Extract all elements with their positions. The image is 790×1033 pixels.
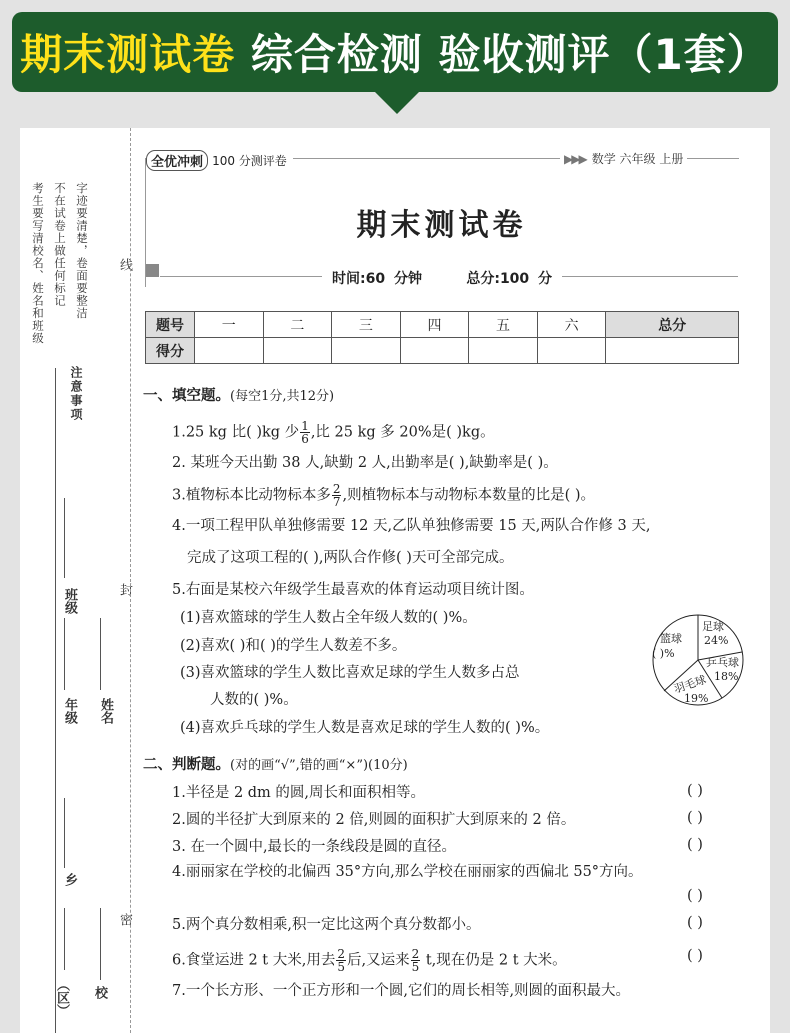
field-class-line <box>64 498 65 578</box>
s2-q6-part3: t,现在仍是 2 t 大米。 <box>421 952 567 969</box>
header-subject <box>560 150 687 167</box>
header-brand <box>146 150 293 171</box>
s2-q6-answer[interactable]: ( ) <box>687 948 703 964</box>
brand-suffix: 100 分测评卷 <box>212 154 287 168</box>
denominator: 5 <box>411 960 420 974</box>
s1-q2: 2. 某班今天出勤 38 人,缺勤 2 人,出勤率是( ),缺勤率是( )。 <box>172 455 558 471</box>
s2-q3-answer[interactable]: ( ) <box>687 837 703 853</box>
denominator: 5 <box>337 960 345 974</box>
square-bullet-icon <box>146 264 159 277</box>
numerator: 2 <box>411 947 420 961</box>
pie-value-pingpong: 18% <box>714 670 739 683</box>
score-table <box>145 311 739 364</box>
field-class-label: 班级 <box>62 588 77 614</box>
s2-q7: 7.一个长方形、一个正方形和一个圆,它们的周长相等,则圆的面积最大。 <box>172 983 631 999</box>
field-district-line <box>64 908 65 970</box>
numerator: 1 <box>301 419 309 433</box>
score-cell[interactable] <box>195 338 264 364</box>
score-cell[interactable] <box>263 338 332 364</box>
field-township-label: 乡 <box>62 873 77 886</box>
score-table-score-row <box>146 338 739 364</box>
fraction <box>411 948 421 973</box>
pie-value-football: 24% <box>704 634 729 647</box>
header-rule-right <box>560 276 738 277</box>
section1-note: (每空1分,共12分) <box>230 389 335 404</box>
subject-text: 数学 六年级 上册 <box>591 152 684 166</box>
section2-title <box>143 753 408 774</box>
field-name-label: 姓名 <box>98 698 113 724</box>
brand-logo <box>146 150 208 171</box>
binding-rule <box>55 368 56 1033</box>
s1-q1 <box>172 420 495 445</box>
seal-mark-seal: 封 <box>117 583 132 596</box>
s2-q2-answer[interactable]: ( ) <box>687 810 703 826</box>
score-cell[interactable] <box>469 338 538 364</box>
s1-q5-1: (1)喜欢篮球的学生人数占全年级人数的( )%。 <box>180 610 477 626</box>
fraction <box>332 483 342 508</box>
score-cell[interactable] <box>332 338 401 364</box>
brand-char-2: 优 <box>164 155 178 170</box>
section2-note: (对的画“√”,错的画“×”)(10分) <box>230 758 408 773</box>
s1-q3-part2: ,则植物标本与动物标本数量的比是( )。 <box>342 487 596 504</box>
s2-q5: 5.两个真分数相乘,积一定比这两个真分数都小。 <box>172 917 481 933</box>
field-grade-label: 年级 <box>62 698 77 724</box>
s1-q5-3-line1: (3)喜欢篮球的学生人数比喜欢足球的学生人数多占总 <box>180 665 520 681</box>
s2-q6-part2: 后,又运来 <box>346 952 410 969</box>
pie-value-badminton: 19% <box>684 692 709 705</box>
field-school-label: 校 <box>92 986 107 999</box>
banner-title-highlight: 期末测试卷 <box>20 30 236 79</box>
s1-q1-part1: 1.25 kg 比( )kg 少 <box>172 424 300 441</box>
seal-mark-secret: 密 <box>117 913 132 926</box>
field-name-line <box>100 618 101 690</box>
s1-q5-3-line2: 人数的( )%。 <box>210 692 298 708</box>
fraction <box>336 948 346 973</box>
pie-label-pingpong: 乒乓球 <box>706 656 739 669</box>
s1-q5: 5.右面是某校六年级学生最喜欢的体育运动项目统计图。 <box>172 582 534 598</box>
s2-q4-answer[interactable]: ( ) <box>687 888 703 904</box>
col-3: 三 <box>332 312 401 338</box>
total-head: 总分 <box>606 312 739 338</box>
pie-label-football: 足球 <box>702 620 724 633</box>
s1-q4-line1: 4.一项工程甲队单独修需要 12 天,乙队单独修需要 15 天,两队合作修 3 天, <box>172 518 651 534</box>
binding-note-3: 字迹要清楚，卷面要整洁 <box>75 182 89 320</box>
sports-pie-chart <box>650 612 746 708</box>
s2-q1: 1.半径是 2 dm 的圆,周长和面积相等。 <box>172 785 426 801</box>
top-banner <box>12 12 778 92</box>
s2-q3: 3. 在一个圆中,最长的一条线段是圆的直径。 <box>172 839 457 855</box>
section1-title <box>143 384 334 405</box>
s1-q5-2: (2)喜欢( )和( )的学生人数差不多。 <box>180 638 407 654</box>
brand-char-1: 全 <box>151 155 165 170</box>
numerator: 2 <box>332 482 341 496</box>
pie-value-basketball: ( )% <box>652 647 675 660</box>
fraction <box>300 420 310 445</box>
s2-q6 <box>172 948 567 973</box>
numerator: 2 <box>337 947 345 961</box>
total-score: 总分:100 分 <box>466 271 553 287</box>
field-district-label: （区） <box>54 978 69 1017</box>
score-table-header-row <box>146 312 739 338</box>
s1-q3 <box>172 483 595 508</box>
s2-q6-part1: 6.食堂运进 2 t 大米,用去 <box>172 952 336 969</box>
s2-q5-answer[interactable]: ( ) <box>687 915 703 931</box>
pie-label-basketball: 篮球 <box>660 632 682 645</box>
s1-q3-part1: 3.植物标本比动物标本多 <box>172 487 331 504</box>
time-and-score <box>322 268 562 288</box>
score-head: 得分 <box>146 338 195 364</box>
binding-note-1: 考生要写清校名、姓名和班级 <box>31 182 45 345</box>
page-title: 期末测试卷 <box>356 208 527 243</box>
field-township-line <box>64 798 65 868</box>
s1-q4-line2: 完成了这项工程的( ),两队合作修( )天可全部完成。 <box>187 550 514 566</box>
banner-pointer-icon <box>375 92 419 114</box>
score-cell[interactable] <box>537 338 606 364</box>
header-rule-left <box>160 276 322 277</box>
col-6: 六 <box>537 312 606 338</box>
binding-notes-title: 注意事项 <box>69 366 83 422</box>
s1-q1-part2: ,比 25 kg 多 20%是( )kg。 <box>310 424 495 441</box>
s2-q1-answer[interactable]: ( ) <box>687 783 703 799</box>
score-cell-total[interactable] <box>606 338 739 364</box>
brand-char-3: 冲 <box>177 155 191 170</box>
question-number-head: 题号 <box>146 312 195 338</box>
col-1: 一 <box>195 312 264 338</box>
triple-arrow-icon: ▶▶▶ <box>564 152 586 166</box>
score-cell[interactable] <box>400 338 469 364</box>
banner-title-rest: 综合检测 验收测评（1套） <box>250 30 770 79</box>
s1-q5-4: (4)喜欢乒乓球的学生人数是喜欢足球的学生人数的( )%。 <box>180 720 550 736</box>
time-limit: 时间:60 分钟 <box>332 271 422 287</box>
col-5: 五 <box>469 312 538 338</box>
brand-char-4: 刺 <box>190 155 204 170</box>
section2-title-text: 二、判断题。 <box>143 756 230 773</box>
s2-q2: 2.圆的半径扩大到原来的 2 倍,则圆的面积扩大到原来的 2 倍。 <box>172 812 576 828</box>
binding-note-2: 不在试卷上做任何标记 <box>53 182 67 307</box>
seal-mark-line: 线 <box>117 258 132 271</box>
col-2: 二 <box>263 312 332 338</box>
field-school-line <box>100 908 101 980</box>
pie-label-badminton: 羽毛球 <box>672 673 708 696</box>
col-4: 四 <box>400 312 469 338</box>
section1-title-text: 一、填空题。 <box>143 387 230 404</box>
field-grade-line <box>64 618 65 690</box>
cut-line <box>130 128 131 1033</box>
banner-title <box>20 22 770 82</box>
denominator: 6 <box>301 432 309 446</box>
binding-strip <box>20 128 135 1033</box>
denominator: 7 <box>332 495 341 509</box>
s2-q4: 4.丽丽家在学校的北偏西 35°方向,那么学校在丽丽家的西偏北 55°方向。 <box>172 864 643 880</box>
